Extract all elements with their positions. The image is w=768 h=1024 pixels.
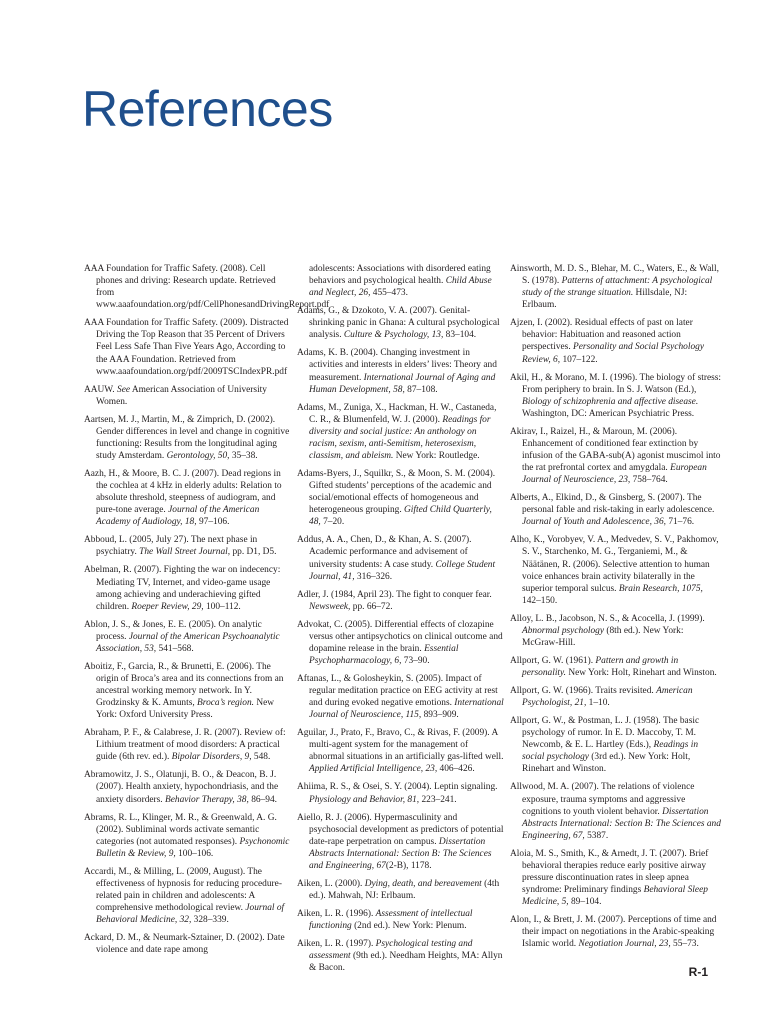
- reference-entry: Adams, G., & Dzokoto, V. A. (2007). Genital-shrinking panic in Ghana: A cultural psychological analysis. Culture & Psychology, 13, 83–104.: [297, 306, 500, 341]
- reference-entry: Aiken, L. R. (1996). Assessment of intellectual functioning (2nd ed.). New York: Plenum.: [297, 908, 473, 932]
- reference-entry: Ahiima, R. S., & Osei, S. Y. (2004). Leptin signaling. Physiology and Behavior, 81, 223–241.: [297, 782, 498, 805]
- reference-entry: Addus, A. A., Chen, D., & Khan, A. S. (2007). Academic performance and advisement of university students: A case study. College Student Journal, 41, 316–326.: [297, 535, 496, 582]
- reference-entry: Abboud, L. (2005, July 27). The next phase in psychiatry. The Wall Street Journal, pp. D1, D5.: [84, 535, 277, 558]
- reference-entry: Abelman, R. (2007). Fighting the war on indecency: Mediating TV, Internet, and video-game usage among achieving and underachieving gifted children. Roeper Review, 29, 100–112.: [84, 565, 281, 612]
- reference-entry: Aiken, L. (2000). Dying, death, and bereavement (4th ed.). Mahwah, NJ: Erlbaum.: [297, 878, 500, 901]
- reference-entry: Aartsen, M. J., Martin, M., & Zimprich, D. (2002). Gender differences in level and change in cognitive functioning: Results from the longitudinal aging study Amsterdam. Gerontology, 50, 35–38.: [84, 414, 290, 461]
- reference-entry: Accardi, M., & Milling, L. (2009, August). The effectiveness of hypnosis for reducing procedure-related pain in children and adolescents: A comprehensive methodological review. Journal of Behavioral Medicine, 32, 328–339.: [84, 866, 285, 926]
- reference-entry: Allwood, M. A. (2007). The relations of violence exposure, trauma symptoms and aggressive cognitions to youth violent behavior. Dissertation Abstracts International: Section B: The Sciences and Engineering, 67, 5387.: [510, 782, 721, 841]
- reference-entry: Akirav, I., Raizel, H., & Maroun, M. (2006). Enhancement of conditioned fear extinction by infusion of the GABA-sub(A) agonist muscimol into the rat prefrontal cortex and amygdala. European Journal of Neuroscience, 23, 758–764.: [510, 426, 721, 486]
- reference-entry: Abramowitz, J. S., Olatunji, B. O., & Deacon, B. J. (2007). Health anxiety, hypochondriasis, and the anxiety disorders. Behavior Therapy, 38, 86–94.: [84, 770, 279, 805]
- reference-entry: AAA Foundation for Traffic Safety. (2009). Distracted Driving the Top Reason that 35 Percent of Drivers Feel Less Safe Than Five Years Ago, According to the AAA Foundation. Retrieved from www.aaafoundation.org/pdf/2009TSCIndexPR.pdf: [84, 318, 289, 377]
- reference-entry: Aiello, R. J. (2006). Hypermasculinity and psychosocial development as predictors of potential date-rape perpetration on campus. Dissertation Abstracts International: Section B: The Sciences and Engineering, 67(2-B), 1178.: [297, 812, 504, 871]
- reference-column-2: [297, 263, 505, 980]
- reference-entry: Alon, I., & Brett, J. M. (2007). Perceptions of time and their impact on negotiations in the Arabic-speaking Islamic world. Negotiation Journal, 23, 55–73.: [510, 915, 717, 950]
- reference-entry: Adler, J. (1984, April 23). The fight to conquer fear. Newsweek, pp. 66–72.: [297, 589, 492, 612]
- reference-column-1: [84, 263, 330, 962]
- page-number: R-1: [688, 965, 708, 979]
- reference-entry: Alloy, L. B., Jacobson, N. S., & Acocella, J. (1999). Abnormal psychology (8th ed.). New York: McGraw-Hill.: [510, 613, 705, 648]
- reference-entry: Advokat, C. (2005). Differential effects of clozapine versus other antipsychotics on clinical outcome and dopamine release in the brain. Essential Psychopharmacology, 6, 73–90.: [297, 619, 503, 666]
- reference-entry: Alberts, A., Elkind, D., & Ginsberg, S. (2007). The personal fable and risk-taking in early adolescence. Journal of Youth and Adolescence, 36, 71–76.: [510, 493, 715, 528]
- reference-entry: Ackard, D. M., & Neumark-Sztainer, D. (2002). Date violence and date rape among: [84, 933, 285, 956]
- reference-entry: Abraham, P. F., & Calabrese, J. R. (2007). Review of: Lithium treatment of mood disorders: A practical guide (6th rev. ed.). Bipolar Disorders, 9, 548.: [84, 728, 286, 763]
- reference-entry: Abrams, R. L., Klinger, M. R., & Greenwald, A. G. (2002). Subliminal words activate semantic categories (not automated responses). Psychonomic Bulletin & Review, 9, 100–106.: [84, 812, 290, 859]
- reference-entry: Alho, K., Vorobyev, V. A., Medvedev, S. V., Pakhomov, S. V., Starchenko, M. G., Terganiemi, M., & Näätänen, R. (2006). Selective attention to human voice enhances brain activity bilaterally in the superior temporal sulcus. Brain Research, 1075, 142–150.: [510, 535, 719, 606]
- reference-entry: Allport, G. W. (1966). Traits revisited. American Psychologist, 21, 1–10.: [510, 686, 693, 709]
- page-title: References: [82, 81, 333, 137]
- reference-column-3: [510, 263, 722, 956]
- reference-entry: Aazh, H., & Moore, B. C. J. (2007). Dead regions in the cochlea at 4 kHz in elderly adults: Relation to absolute threshold, steepness of audiogram, and pure-tone average. Journal of the American Academy of Audiology, 18, 97–106.: [84, 468, 282, 528]
- reference-entry: AAUW. See American Association of University Women.: [84, 384, 267, 407]
- reference-entry: Ajzen, I. (2002). Residual effects of past on later behavior: Habituation and reasoned action perspectives. Personality and Social Psychology Review, 6, 107–122.: [510, 318, 704, 365]
- reference-entry: Aboitiz, F., Garcia, R., & Brunetti, E. (2006). The origin of Broca’s area and its connections from an ancestral working memory network. In Y. Grodzinsky & K. Amunts, Broca’s region. New York: Oxford University Press.: [84, 661, 284, 721]
- reference-entry: AAA Foundation for Traffic Safety. (2008). Cell phones and driving: Research update. Retrieved from www.aaafoundation.org/pdf/CellPhonesandDrivingReport.pdf: [84, 264, 330, 311]
- reference-entry: Aguilar, J., Prato, F., Bravo, C., & Rivas, F. (2009). A multi-agent system for the management of abnormal situations in an artificially gas-lifted well. Applied Artificial Intelligence, 23, 406–426.: [297, 728, 504, 775]
- reference-entry: Aiken, L. R. (1997). Psychological testing and assessment (9th ed.). Needham Heights, MA: Allyn & Bacon.: [297, 939, 503, 974]
- reference-entry: adolescents: Associations with disordered eating behaviors and psychological health. Child Abuse and Neglect, 26, 455–473.: [309, 264, 492, 299]
- reference-entry: Adams, M., Zuniga, X., Hackman, H. W., Castaneda, C. R., & Blumenfeld, W. J. (2000). Readings for diversity and social justice: An anthology on racism, sexism, anti-Semitism, heterosexism, classism, and ableism. New York: Routledge.: [297, 402, 497, 461]
- reference-entry: Aloia, M. S., Smith, K., & Arnedt, J. T. (2007). Brief behavioral therapies reduce early positive airway pressure discontinuation rates in sleep apnea syndrome: Preliminary findings Behavioral Sleep Medicine, 5, 89–104.: [510, 848, 709, 908]
- reference-entry: Ainsworth, M. D. S., Blehar, M. C., Waters, E., & Wall, S. (1978). Patterns of attachment: A psychological study of the strange situation. Hillsdale, NJ: Erlbaum.: [510, 264, 719, 311]
- reference-entry: Allport, G. W., & Postman, L. J. (1958). The basic psychology of rumor. In E. D. Maccoby, T. M. Newcomb, & E. L. Hartley (Eds.), Readings in social psychology (3rd ed.). New York: Holt, Rinehart and Winston.: [510, 716, 700, 775]
- reference-entry: Akil, H., & Morano, M. I. (1996). The biology of stress: From periphery to brain. In S. J. Watson (Ed.), Biology of schizophrenia and affective disease. Washington, DC: American Psychiatric Press.: [510, 372, 722, 419]
- reference-entry: Adams-Byers, J., Squilkr, S., & Moon, S. M. (2004). Gifted students’ perceptions of the academic and social/emotional effects of homogeneous and heterogeneous grouping. Gifted Child Quarterly, 48, 7–20.: [297, 468, 496, 528]
- reference-entry: Allport, G. W. (1961). Pattern and growth in personality. New York: Holt, Rinehart and Winston.: [510, 655, 717, 679]
- reference-entry: Adams, K. B. (2004). Changing investment in activities and interests in elders’ lives: Theory and measurement. International Journal of Aging and Human Development, 58, 87–108.: [297, 348, 497, 395]
- reference-entry: Aftanas, L., & Golosheykin, S. (2005). Impact of regular meditation practice on EEG activity at rest and during evoked negative emotions. International Journal of Neuroscience, 115, 893–909.: [297, 673, 504, 721]
- reference-entry: Ablon, J. S., & Jones, E. E. (2005). On analytic process. Journal of the American Psychoanalytic Association, 53, 541–568.: [84, 619, 280, 654]
